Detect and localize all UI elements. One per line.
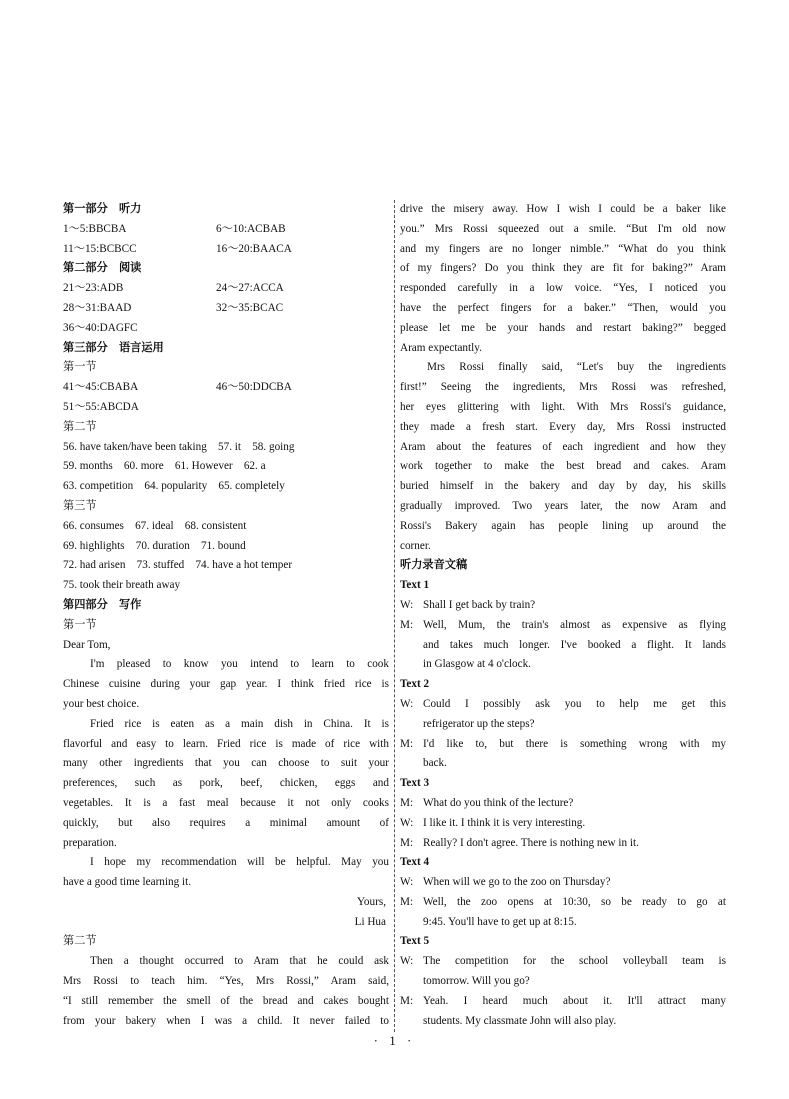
- paragraph-line: Aram expectantly.: [400, 341, 482, 354]
- speaker-label: M:: [400, 796, 414, 809]
- paragraph-line: Chinese cuisine during your gap year. I think fried rice is: [63, 678, 389, 691]
- dialogue-text-line: I'd like to, but there is something wrong with my: [423, 737, 726, 750]
- paragraph-line: and my fingers are no longer nimble.” “What do you think: [400, 242, 726, 255]
- letter-signature: Li Hua: [354, 915, 386, 928]
- dialogue-text-line: Yeah. I heard much about it. It'll attract many: [423, 994, 726, 1007]
- dialogue-text: [423, 814, 726, 834]
- speaker-label: W:: [400, 697, 414, 710]
- subsection-heading: 第二节: [63, 420, 97, 433]
- answer-group: 21～23:ADB: [63, 282, 124, 295]
- speaker-label: W:: [400, 955, 414, 968]
- dialogue-text-line: When will we go to the zoo on Thursday?: [423, 876, 611, 889]
- dialogue-text-line: What do you think of the lecture?: [423, 796, 574, 809]
- paragraph-line: buried himself in the bakery and day by day, his skills: [400, 480, 726, 493]
- paragraph-line: work together to make the best bread and cakes. Aram: [400, 460, 726, 473]
- column-divider: [394, 200, 395, 1032]
- answer-group: 1～5:BBCBA: [63, 222, 127, 235]
- paragraph-line: have a good time learning it.: [63, 876, 191, 889]
- paragraph-line: quickly, but also requires a minimal amount of: [63, 816, 389, 829]
- dialogue-text-line: Shall I get back by train?: [423, 598, 536, 611]
- dialogue-line: [400, 893, 726, 933]
- dialogue-text-line: Could I possibly ask you to help me get this: [423, 697, 726, 710]
- paragraph-line: drive the misery away. How I wish I could be a baker like: [400, 203, 726, 215]
- dialogue-text-line: and takes much longer. I've booked a flight. It lands: [423, 638, 726, 651]
- text-heading: Text 5: [400, 935, 430, 948]
- dialogue-line: [400, 834, 726, 854]
- answer-row: [63, 220, 389, 240]
- subsection-heading: 第二节: [63, 935, 97, 948]
- answer-line: 69. highlights 70. duration 71. bound: [63, 539, 246, 552]
- section-heading: 第二部分 阅读: [63, 262, 142, 275]
- paragraph-line: vegetables. It is a fast meal because it not only cooks: [63, 796, 389, 809]
- answer-group: 51～55:ABCDA: [63, 400, 139, 413]
- answer-row: [63, 378, 389, 398]
- text-heading: Text 1: [400, 579, 430, 592]
- right-column: [400, 200, 726, 1031]
- answer-group: 46～50:DDCBA: [216, 381, 292, 394]
- dialogue-line: [400, 873, 726, 893]
- answer-group: 32～35:BCAC: [216, 301, 284, 314]
- paragraph-line: Fried rice is eaten as a main dish in China. It is: [90, 717, 389, 730]
- dialogue-line: [400, 735, 726, 775]
- dialogue-text: [423, 794, 726, 814]
- dialogue-text: [423, 952, 726, 992]
- transcript-heading: 听力录音文稿: [400, 559, 468, 572]
- paragraph-line: Mrs Rossi to teach him. “Yes, Mrs Rossi,” Aram said,: [63, 975, 389, 988]
- paragraph-line: of my fingers? Do you think they are fit for baking?” Aram: [400, 262, 726, 275]
- paragraph-line: preferences, such as pork, beef, chicken, eggs and: [63, 777, 389, 790]
- answer-row: [63, 319, 389, 339]
- dialogue-text-line: I like it. I think it is very interesting.: [423, 816, 586, 829]
- dialogue-text: [423, 695, 726, 735]
- speaker-label: W:: [400, 598, 414, 611]
- answer-line: 66. consumes 67. ideal 68. consistent: [63, 519, 247, 532]
- answer-group: 6～10:ACBAB: [216, 222, 286, 235]
- dialogue-text-line: tomorrow. Will you go?: [423, 975, 530, 988]
- paragraph-line: preparation.: [63, 836, 117, 849]
- dialogue-line: [400, 596, 726, 616]
- answer-row: [63, 398, 389, 418]
- dialogue-text-line: Really? I don't agree. There is nothing new in it.: [423, 836, 639, 849]
- speaker-label: M:: [400, 994, 414, 1007]
- paragraph-line: gradually improved. Two years later, the now Aram and: [400, 499, 726, 512]
- answer-group: 28～31:BAAD: [63, 301, 132, 314]
- dialogue-text-line: Well, Mum, the train's almost as expensive as flying: [423, 618, 726, 631]
- dialogue-line: [400, 952, 726, 992]
- dialogue-text: [423, 616, 726, 675]
- paragraph-line: your best choice.: [63, 697, 140, 710]
- dialogue-text: [423, 873, 726, 893]
- speaker-label: W:: [400, 816, 414, 829]
- dialogue-line: [400, 814, 726, 834]
- answer-group: 36～40:DAGFC: [63, 321, 138, 334]
- paragraph-line: I hope my recommendation will be helpful. May you: [90, 856, 389, 869]
- answer-line: 75. took their breath away: [63, 579, 181, 592]
- paragraph-line: they made a fresh start. Every day, Mrs Rossi instructed: [400, 420, 726, 433]
- dialogue-text-line: Well, the zoo opens at 10:30, so be ready to go at: [423, 895, 726, 908]
- speaker-label: M:: [400, 836, 414, 849]
- dialogue-text: [423, 992, 726, 1032]
- letter-closing: Yours,: [356, 895, 386, 908]
- paragraph-line: flavorful and easy to learn. Fried rice is made of rice with: [63, 737, 389, 750]
- left-column: [63, 200, 389, 1031]
- paragraph-line: have the perfect fingers for a baker.” “Then, would you: [400, 301, 726, 314]
- speaker-label: M:: [400, 618, 414, 631]
- answer-line: 56. have taken/have been taking 57. it 58. going: [63, 440, 295, 453]
- dialogue-text-line: students. My classmate John will also play.: [423, 1014, 617, 1027]
- page-number: · 1 ·: [373, 1033, 416, 1048]
- subsection-heading: 第一节: [63, 618, 97, 631]
- paragraph-line: from your bakery when I was a child. It never failed to: [63, 1014, 389, 1027]
- speaker-label: M:: [400, 895, 414, 908]
- paragraph-line: Mrs Rossi finally said, “Let's buy the ingredients: [427, 361, 726, 374]
- dialogue-line: [400, 616, 726, 675]
- paragraph-line: “I still remember the smell of the bread and cakes bought: [63, 994, 389, 1007]
- section-heading: 第三部分 语言运用: [63, 341, 164, 354]
- paragraph-line: first!” Seeing the ingredients, Mrs Rossi was refreshed,: [400, 381, 726, 394]
- text-heading: Text 4: [400, 856, 430, 869]
- answer-group: 24～27:ACCA: [216, 282, 284, 295]
- dialogue-text: [423, 596, 726, 616]
- paragraph-line: corner.: [400, 539, 431, 552]
- dialogue-text: [423, 834, 726, 854]
- answer-line: 59. months 60. more 61. However 62. a: [63, 460, 266, 473]
- dialogue-text: [423, 735, 726, 775]
- paragraph-line: responded carefully in a low voice. “Yes, I noticed you: [400, 282, 726, 295]
- answer-row: [63, 299, 389, 319]
- paragraph-line: you.” Mrs Rossi squeezed out a smile. “But I'm old now: [400, 222, 726, 235]
- section-heading: 第一部分 听力: [63, 203, 142, 215]
- paragraph-line: many other ingredients that you can choose to suit your: [63, 757, 389, 770]
- dialogue-line: [400, 794, 726, 814]
- dialogue-text-line: in Glasgow at 4 o'clock.: [423, 658, 531, 671]
- answer-row: [63, 240, 389, 260]
- answer-line: 72. had arisen 73. stuffed 74. have a hot temper: [63, 559, 293, 572]
- subsection-heading: 第三节: [63, 499, 97, 512]
- dialogue-text-line: 9:45. You'll have to get up at 8:15.: [423, 915, 577, 928]
- dialogue-text-line: refrigerator up the steps?: [423, 717, 535, 730]
- dialogue-line: [400, 695, 726, 735]
- letter-greeting: Dear Tom,: [63, 638, 111, 651]
- paragraph-line: Then a thought occurred to Aram that he could ask: [90, 955, 389, 968]
- answer-line: 63. competition 64. popularity 65. completely: [63, 480, 285, 493]
- paragraph-line: Aram about the features of each ingredient and how they: [400, 440, 726, 453]
- paragraph-line: I'm pleased to know you intend to learn to cook: [90, 658, 389, 671]
- dialogue-line: [400, 992, 726, 1032]
- answer-group: 16～20:BAACA: [216, 242, 292, 255]
- answer-group: 11～15:BCBCC: [63, 242, 137, 255]
- speaker-label: M:: [400, 737, 414, 750]
- dialogue-text-line: The competition for the school volleyball team is: [423, 955, 726, 968]
- paragraph-line: Rossi's Bakery again has people lining up around the: [400, 519, 726, 532]
- paragraph-line: her eyes glittering with light. With Mrs Rossi's guidance,: [400, 400, 726, 413]
- text-heading: Text 2: [400, 678, 430, 691]
- section-heading: 第四部分 写作: [63, 598, 142, 611]
- subsection-heading: 第一节: [63, 361, 97, 374]
- answer-row: [63, 279, 389, 299]
- speaker-label: W:: [400, 876, 414, 889]
- answer-group: 41～45:CBABA: [63, 381, 139, 394]
- dialogue-text-line: back.: [423, 757, 447, 770]
- paragraph-line: please let me be your hands and restart baking?” begged: [400, 321, 726, 334]
- dialogue-text: [423, 893, 726, 933]
- text-heading: Text 3: [400, 777, 430, 790]
